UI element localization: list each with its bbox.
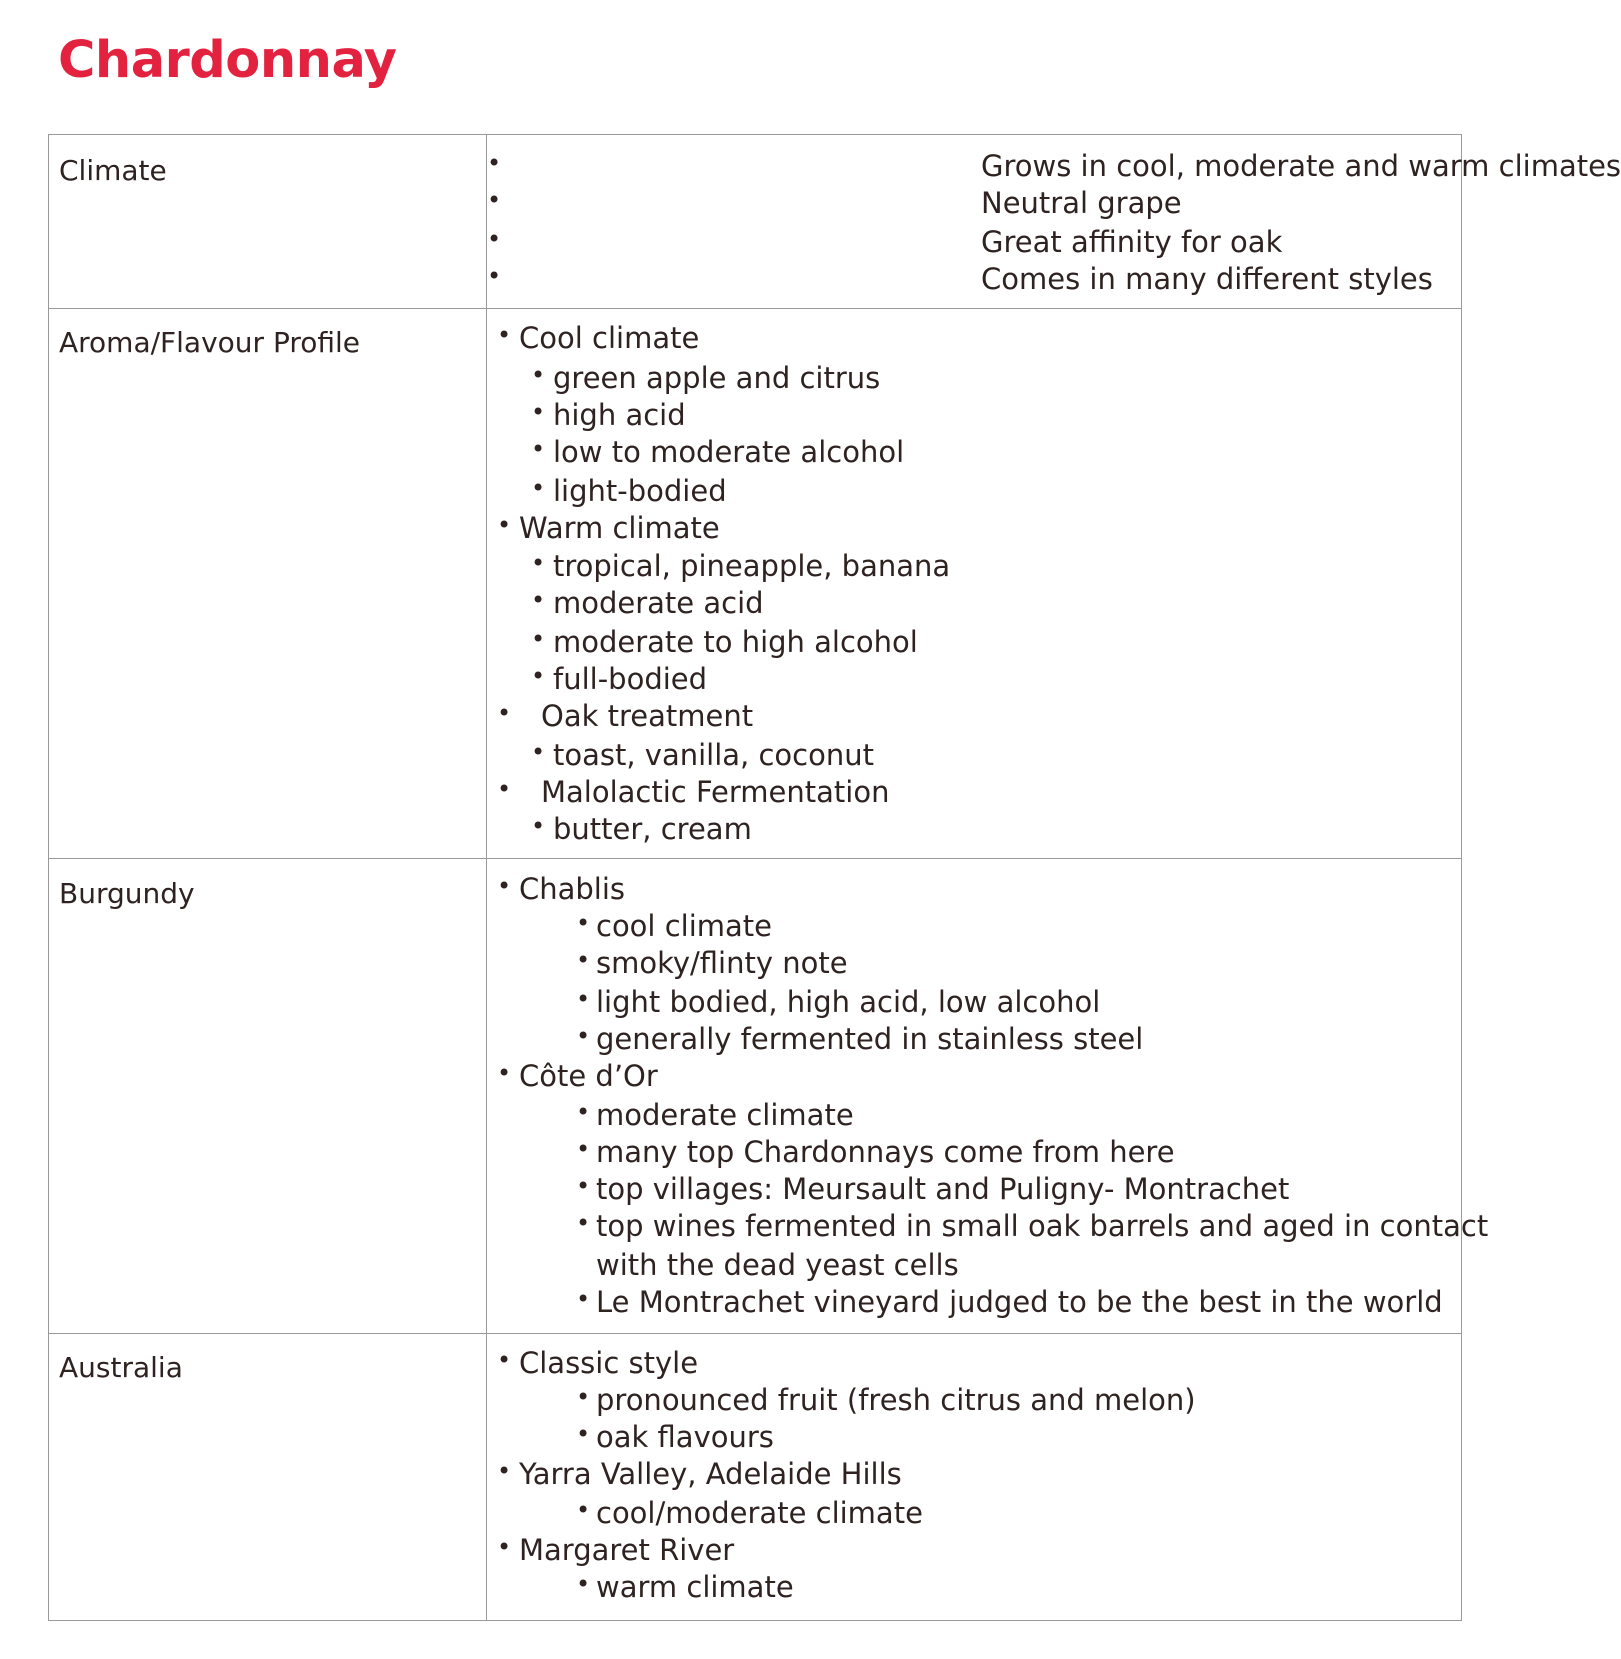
list-item: • moderate climate xyxy=(576,1098,854,1132)
row-label-cell xyxy=(49,859,487,1334)
list-item: • Malolactic Fermentation xyxy=(497,775,890,809)
list-item: • oak flavours xyxy=(576,1420,774,1454)
row-label-cell xyxy=(49,135,487,309)
row-label-cell xyxy=(49,309,487,859)
list-item: • pronounced fruit (fresh citrus and melon) xyxy=(576,1383,1196,1417)
list-item: • Classic style xyxy=(497,1346,699,1380)
row-content-cell xyxy=(487,1334,1462,1621)
list-item: • Neutral grape xyxy=(487,186,1182,220)
list-item: • smoky/flinty note xyxy=(576,946,848,980)
table-row-aroma xyxy=(49,309,1462,859)
list-item: • full-bodied xyxy=(531,662,708,696)
list-item: • Oak treatment xyxy=(497,699,754,733)
list-item: • Le Montrachet vineyard judged to be the best in the world xyxy=(576,1285,1443,1319)
list-item: • Margaret River xyxy=(497,1533,735,1567)
list-item: • Warm climate xyxy=(497,511,720,545)
list-item: • Cool climate xyxy=(497,321,700,355)
list-item: • tropical, pineapple, banana xyxy=(531,549,951,583)
table-row-burgundy xyxy=(49,859,1462,1334)
list-item: • cool/moderate climate xyxy=(576,1496,923,1530)
list-item: • Great affinity for oak xyxy=(487,225,1283,259)
list-item: • Comes in many different styles xyxy=(487,262,1433,296)
list-item: • generally fermented in stainless steel xyxy=(576,1022,1144,1056)
row-label-australia: Australia xyxy=(59,1351,183,1384)
list-item: • light-bodied xyxy=(531,474,727,508)
table-row-australia xyxy=(49,1334,1462,1621)
list-item: • low to moderate alcohol xyxy=(531,435,905,469)
list-item: • many top Chardonnays come from here xyxy=(576,1135,1175,1169)
list-item: • warm climate xyxy=(576,1570,794,1604)
row-label-aroma: Aroma/Flavour Profile xyxy=(59,326,361,359)
chardonnay-table xyxy=(48,134,1621,1621)
row-label-cell xyxy=(49,1334,487,1621)
list-item: • Grows in cool, moderate and warm climates xyxy=(487,149,1621,183)
list-item: • Côte d’Or xyxy=(497,1059,658,1093)
list-item: • high acid xyxy=(531,398,686,432)
row-content-cell xyxy=(487,309,1462,859)
list-item: • Chablis xyxy=(497,872,626,906)
table-row-climate xyxy=(49,135,1462,309)
row-content-cell xyxy=(487,135,1621,309)
list-item: • toast, vanilla, coconut xyxy=(531,738,874,772)
list-item: • cool climate xyxy=(576,909,772,943)
list-item: • light bodied, high acid, low alcohol xyxy=(576,985,1101,1019)
list-item: • Yarra Valley, Adelaide Hills xyxy=(497,1457,902,1491)
list-item: • moderate to high alcohol xyxy=(531,625,918,659)
list-item: • butter, cream xyxy=(531,812,752,846)
row-label-climate: Climate xyxy=(59,154,167,187)
list-item: • green apple and citrus xyxy=(531,361,881,395)
list-item: • top villages: Meursault and Puligny- Montrachet xyxy=(576,1172,1290,1206)
row-label-burgundy: Burgundy xyxy=(59,877,195,910)
page-title: Chardonnay xyxy=(58,31,397,90)
row-content-cell xyxy=(487,859,1489,1334)
list-item-continuation: with the dead yeast cells xyxy=(596,1248,959,1282)
list-item: • top wines fermented in small oak barrels and aged in contact xyxy=(576,1209,1489,1243)
list-item: • moderate acid xyxy=(531,586,764,620)
